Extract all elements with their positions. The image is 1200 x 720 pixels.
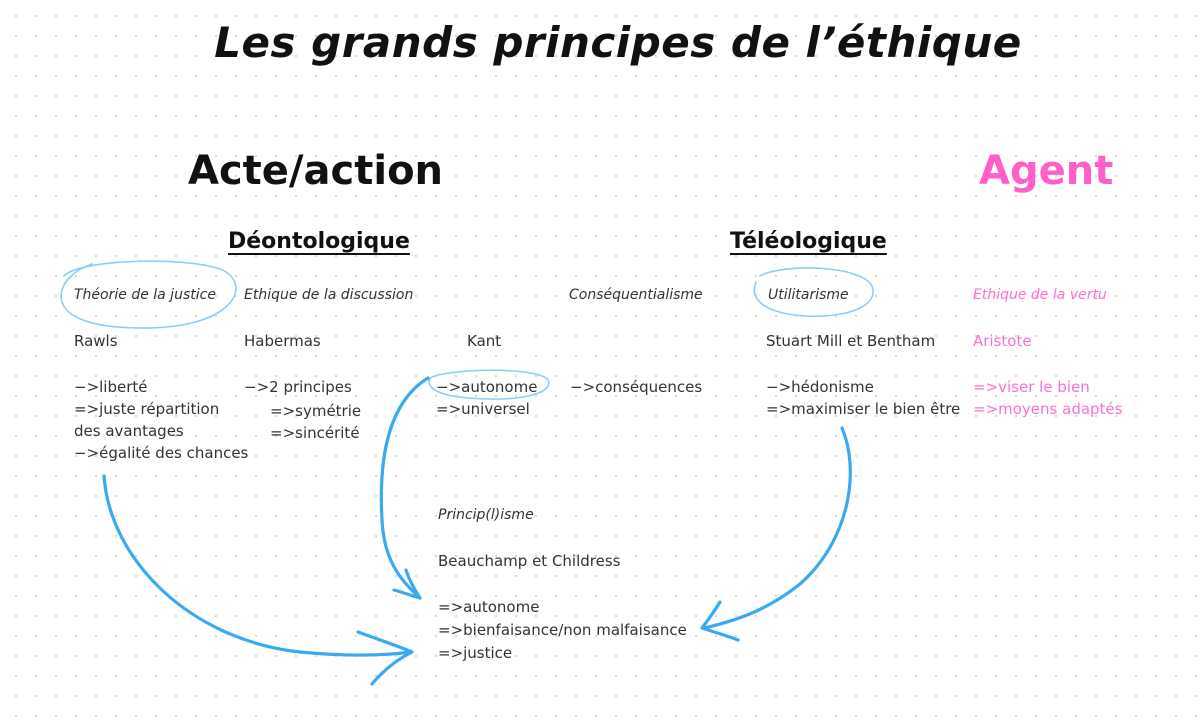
principlism-point: =>autonome (438, 598, 540, 616)
utilitarianism-point: =>maximiser le bien être (766, 400, 961, 418)
justice-point: =>juste répartition (74, 400, 220, 418)
heading-deontologique: Déontologique (228, 229, 410, 254)
utilitarianism-point: −>hédonisme (766, 378, 874, 396)
utilitarianism-label: Utilitarisme (768, 287, 849, 303)
justice-point: −>égalité des chances (74, 444, 249, 462)
ethics-discussion-label: Ethique de la discussion (244, 287, 414, 303)
author-kant: Kant (467, 332, 502, 350)
arrow-utilitarisme-to-bienfaisance (704, 428, 850, 628)
discussion-point: −>2 principes (244, 378, 352, 396)
theory-justice-label: Théorie de la justice (74, 287, 216, 303)
kant-point: =>universel (436, 400, 530, 418)
author-aristote: Aristote (973, 332, 1032, 350)
virtue-point: =>moyens adaptés (973, 400, 1123, 418)
arrowhead-kant (394, 570, 420, 598)
heading-teleologique: Téléologique (730, 229, 887, 254)
arrowhead-rawls (358, 632, 412, 684)
consequentialism-point: −>conséquences (570, 378, 703, 396)
page-title: Les grands principes de l’éthique (214, 18, 1022, 67)
principlism-label: Princip(l)isme (438, 507, 534, 523)
virtue-point: =>viser le bien (973, 378, 1090, 396)
authors-beauchamp-childress: Beauchamp et Childress (438, 552, 621, 570)
heading-agent: Agent (979, 148, 1114, 194)
justice-point: −>liberté (74, 378, 148, 396)
kant-point: −>autonome (436, 378, 538, 396)
discussion-point: =>sincérité (270, 424, 360, 442)
consequentialism-label: Conséquentialisme (569, 287, 703, 303)
arrowhead-utilitarisme (702, 602, 738, 640)
author-mill-bentham: Stuart Mill et Bentham (766, 332, 936, 350)
arrow-rawls-to-justice (104, 476, 410, 655)
principlism-point: =>justice (438, 644, 513, 662)
author-habermas: Habermas (244, 332, 321, 350)
arrow-kant-to-autonome (381, 378, 428, 598)
author-rawls: Rawls (74, 332, 118, 350)
justice-point: des avantages (74, 422, 184, 440)
principlism-point: =>bienfaisance/non malfaisance (438, 621, 687, 639)
heading-acte-action: Acte/action (188, 148, 444, 194)
discussion-point: =>symétrie (270, 402, 362, 420)
virtue-ethics-label: Ethique de la vertu (973, 287, 1107, 303)
